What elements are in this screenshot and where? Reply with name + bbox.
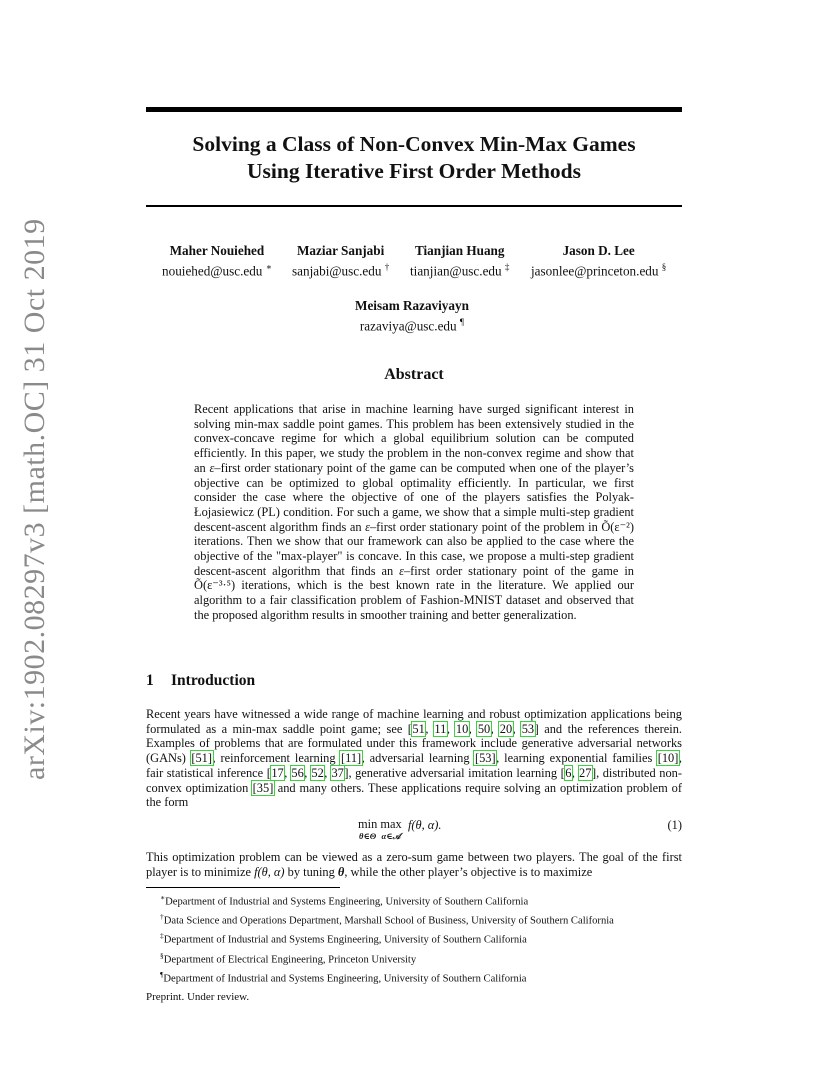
affiliation-mark: §: [661, 262, 667, 272]
footnote-mark: ¶: [160, 969, 164, 979]
paper-title: [146, 131, 682, 185]
author-email: tianjian@usc.edu: [410, 263, 502, 279]
math-rate: Õ(ε⁻²): [601, 519, 634, 534]
equation-body: [358, 818, 442, 842]
citation-link[interactable]: [11]: [340, 751, 362, 766]
author-1: [162, 242, 272, 279]
math-epsilon: ε: [399, 563, 404, 578]
citation-link[interactable]: 52: [311, 765, 324, 780]
intro-text: by tuning: [284, 864, 338, 879]
citation-link[interactable]: 27: [579, 765, 592, 780]
abstract-part: iterations. Then we show that our framework can also be applied to the case where the objective of the "max-player" is concave. In this case, we propose a multi-step gradient descent-ascent algorithm that finds an: [194, 534, 634, 578]
citation-group: [6, 27]: [560, 765, 597, 780]
author-email-line: [531, 259, 666, 279]
equation-expression: f(θ, α).: [407, 818, 442, 832]
footnotes: [160, 891, 700, 987]
citation-link[interactable]: [35]: [252, 780, 274, 795]
author-email: razaviya@usc.edu: [359, 318, 457, 334]
intro-paragraph: [146, 707, 682, 810]
author-name: Tianjian Huang: [414, 243, 505, 258]
footnote-text: Department of Electrical Engineering, Princeton University: [163, 954, 417, 966]
author-name: Meisam Razaviyayn: [355, 298, 469, 313]
intro-text: , distributed non-convex optimization: [146, 765, 682, 795]
title-line-2: Using Iterative First Order Methods: [247, 159, 581, 183]
abstract-part: iterations, which is the best known rate in the literature. We applied our algorithm to a fair classification problem of Fashion-MNIST dataset and observed that the proposed algorithm results in smoother training and better generalization.: [194, 578, 634, 622]
intro-text: , generative adversarial imitation learning: [348, 765, 561, 780]
author-3: [410, 242, 509, 279]
title-line-1: Solving a Class of Non-Convex Min-Max Games: [192, 132, 636, 156]
intro-paragraph-2: [146, 850, 682, 879]
math-inline: θ: [337, 864, 345, 879]
author-name: Jason D. Lee: [562, 243, 635, 258]
footnote-text: Department of Industrial and Systems Engineering, University of Southern California: [165, 896, 529, 908]
footnote: [160, 910, 700, 929]
footnote-rule: [146, 887, 340, 888]
abstract-part: –first order stationary point of the game can be computed when one of the player’s objective can be optimized to global optimality efficiently. In particular, we first consider the case where the objective of one of the players satisfies the Polyak-Łojasiewicz (PL) condition. For such a game, we show that a simple multi-step gradient descent-ascent algorithm finds an: [194, 460, 634, 534]
footnote: [160, 929, 700, 948]
footnote-mark: ∗: [160, 893, 166, 902]
author-4: [531, 242, 666, 279]
author-5: [355, 297, 469, 334]
math-inline: f(θ, α): [254, 864, 285, 879]
affiliation-mark: †: [384, 262, 390, 272]
citation-link[interactable]: 20: [499, 721, 513, 736]
footnote-text: Data Science and Operations Department, Marshall School of Business, University of Southern California: [163, 915, 614, 927]
intro-text: , fair statistical inference: [146, 751, 682, 780]
citation-link[interactable]: 51: [412, 721, 425, 736]
intro-text: Recent years have witnessed a wide range of machine learning and robust optimization applications being formulated as a min-max saddle point game; see: [146, 707, 682, 736]
preprint-note: Preprint. Under review.: [146, 991, 250, 1003]
max-operator: [380, 818, 401, 842]
affiliation-mark: ‡: [504, 262, 510, 272]
author-email-line: [162, 259, 272, 279]
title-bottom-rule: [146, 205, 682, 207]
citation-link[interactable]: 56: [291, 765, 304, 780]
footnote-text: Department of Industrial and Systems Engineering, University of Southern California: [163, 935, 527, 946]
intro-text: , learning exponential families: [496, 751, 658, 766]
math-epsilon: ε: [209, 460, 215, 475]
affiliation-mark: ¶: [459, 317, 464, 327]
title-top-rule: [146, 107, 682, 112]
citation-link[interactable]: 10: [455, 721, 469, 736]
author-2: [292, 242, 389, 279]
affiliation-mark: ∗: [265, 262, 272, 272]
intro-text: and many others. These applications require solving an optimization problem of the form: [146, 780, 682, 810]
citation-link[interactable]: [10]: [657, 751, 679, 766]
abstract-part: –first order stationary point of the problem in: [369, 519, 602, 534]
citation-group: [17, 56, 52, 37]: [266, 765, 349, 780]
abstract-heading: Abstract: [384, 366, 444, 383]
section-title: Introduction: [171, 672, 256, 689]
citation-group: [51, 11, 10, 50, 20, 53]: [407, 721, 539, 736]
citation-link[interactable]: [53]: [474, 751, 496, 766]
arxiv-identifier: arXiv:1902.08297v3 [math.OC] 31 Oct 2019: [18, 218, 51, 780]
footnote-mark: §: [160, 950, 164, 960]
abstract-part: Recent applications that arise in machine learning have surged significant interest in solving min-max saddle point games. This problem has been extensively studied in the convex-concave regime for which a global equilibrium solution can be computed efficiently. In this paper, we study the problem in the non-convex regime and show that an: [194, 402, 634, 475]
citation-link[interactable]: [51]: [191, 751, 212, 766]
citation-link[interactable]: 37: [331, 765, 344, 780]
abstract-text: [194, 402, 634, 623]
operator-name: max: [380, 817, 402, 831]
footnote-text: Department of Industrial and Systems Engineering, University of Southern California: [163, 973, 527, 985]
operator-subscript: θ∈Θ: [359, 831, 377, 841]
intro-text: and the references therein. Examples of problems that are formulated under this framework include generative adversarial networks (GANs): [146, 721, 683, 766]
intro-text: , adversarial learning: [361, 751, 475, 766]
footnote: [160, 949, 700, 968]
author-email: sanjabi@usc.edu: [292, 263, 382, 279]
footnote-mark: ‡: [160, 931, 164, 941]
citation-link[interactable]: 11: [434, 721, 447, 736]
author-name: Maziar Sanjabi: [296, 243, 385, 258]
operator-subscript: α∈𝒜: [381, 831, 401, 841]
citation-link[interactable]: 6: [565, 765, 572, 780]
math-rate: Õ(ε⁻³·⁵): [194, 578, 236, 593]
citation-link[interactable]: 53: [521, 721, 535, 736]
footnote: [160, 968, 700, 987]
section-number: 1: [146, 672, 154, 689]
citation-link[interactable]: 50: [477, 721, 491, 736]
min-operator: [358, 818, 377, 842]
intro-text: This optimization problem can be viewed as a zero-sum game between two players. The goal of the first player is to minimize: [146, 850, 682, 879]
author-email: jasonlee@princeton.edu: [531, 263, 659, 279]
equation-number: (1): [667, 818, 682, 832]
math-epsilon: ε: [365, 519, 370, 534]
author-name: Maher Nouiehed: [169, 243, 265, 258]
footnote: [160, 891, 700, 910]
author-email: nouiehed@usc.edu: [162, 263, 263, 279]
section-heading: [146, 672, 255, 690]
citation-link[interactable]: 17: [271, 765, 284, 780]
author-email-line: [292, 259, 389, 279]
footnote-mark: †: [160, 912, 164, 922]
abstract-part: –first order stationary point of the game in: [403, 563, 634, 578]
intro-text: , reinforcement learning: [212, 751, 341, 766]
operator-name: min: [358, 817, 378, 831]
author-email-line: [355, 314, 469, 334]
author-email-line: [410, 259, 509, 279]
intro-text: , while the other player’s objective is to maximize: [344, 864, 593, 879]
